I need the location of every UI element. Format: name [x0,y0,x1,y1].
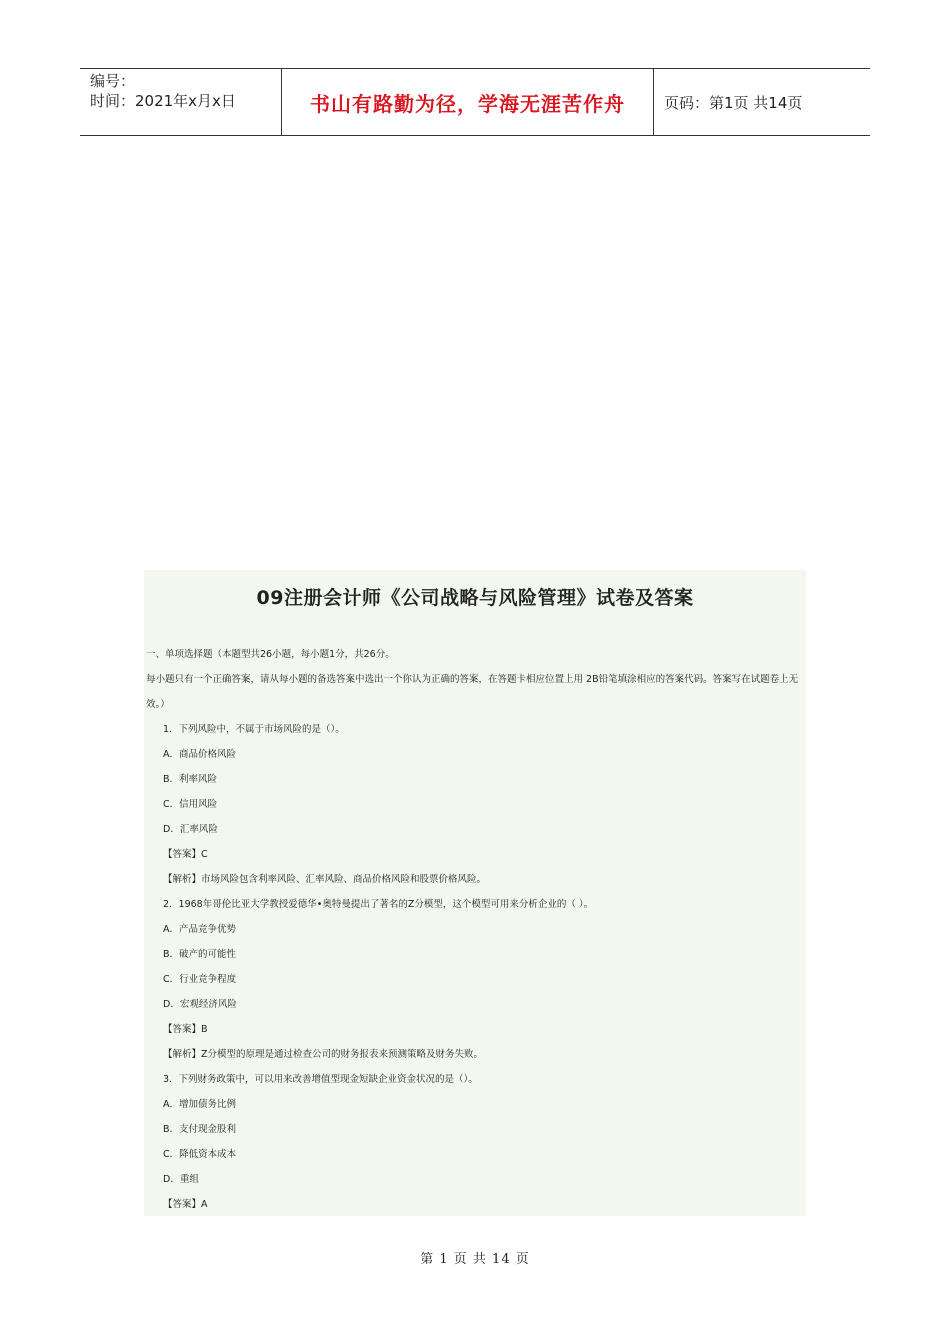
page-label: 页码：第1页 共14页 [664,93,803,112]
header-page-cell [654,69,870,135]
question-line: B．支付现金股利 [163,1124,237,1135]
question-list [144,717,806,1216]
question-line: A．增加债务比例 [163,1099,236,1110]
page-header [80,68,870,136]
header-info-cell [80,69,282,135]
question-line: 【答案】C [163,849,208,860]
question-line: 2．1968年哥伦比亚大学教授爱德华•奥特曼提出了著名的Z分模型，这个模型可用来分析企业的（ ）。 [163,899,594,910]
question-line: C．降低资本成本 [163,1149,237,1160]
question-line: B．利率风险 [163,774,218,785]
question-line: 1．下列风险中，不属于市场风险的是（）。 [163,724,345,735]
question-line: B．破产的可能性 [163,949,237,960]
question-line: D．汇率风险 [163,824,218,835]
question-line: C．信用风险 [163,799,218,810]
instructions: 每小题只有一个正确答案，请从每小题的备选答案中选出一个你认为正确的答案，在答题卡相应位置上用 2B铅笔填涂相应的答案代码。答案写在试题卷上无效。） [146,674,799,710]
question-line: D．重组 [163,1174,199,1185]
page-footer: 第 1 页 共 14 页 [420,1252,530,1267]
header-motto-cell [282,69,654,135]
document-title: 09注册会计师《公司战略与风险管理》试卷及答案 [256,587,694,609]
question-line: A．商品价格风险 [163,749,236,760]
question-line: 3．下列财务政策中，可以用来改善增值型现金短缺企业资金状况的是（）。 [163,1074,478,1085]
question-line: 【答案】A [163,1199,208,1210]
section-intro: 一、单项选择题（本题型共26小题，每小题1分，共26分。 [146,649,395,660]
question-line: 【解析】Z分模型的原理是通过检查公司的财务报表来预测策略及财务失败。 [163,1049,484,1060]
number-label: 编号： [90,72,136,90]
question-line: A．产品竞争优势 [163,924,236,935]
time-label: 时间：2021年x月x日 [90,92,236,110]
section-intro-block [144,642,806,717]
motto-text: 书山有路勤为径，学海无涯苦作舟 [310,91,625,116]
question-line: D．宏观经济风险 [163,999,237,1010]
question-line: C．行业竞争程度 [163,974,237,985]
exam-content [144,570,806,1216]
question-line: 【解析】市场风险包含利率风险、汇率风险、商品价格风险和股票价格风险。 [163,874,487,885]
question-line: 【答案】B [163,1024,208,1035]
